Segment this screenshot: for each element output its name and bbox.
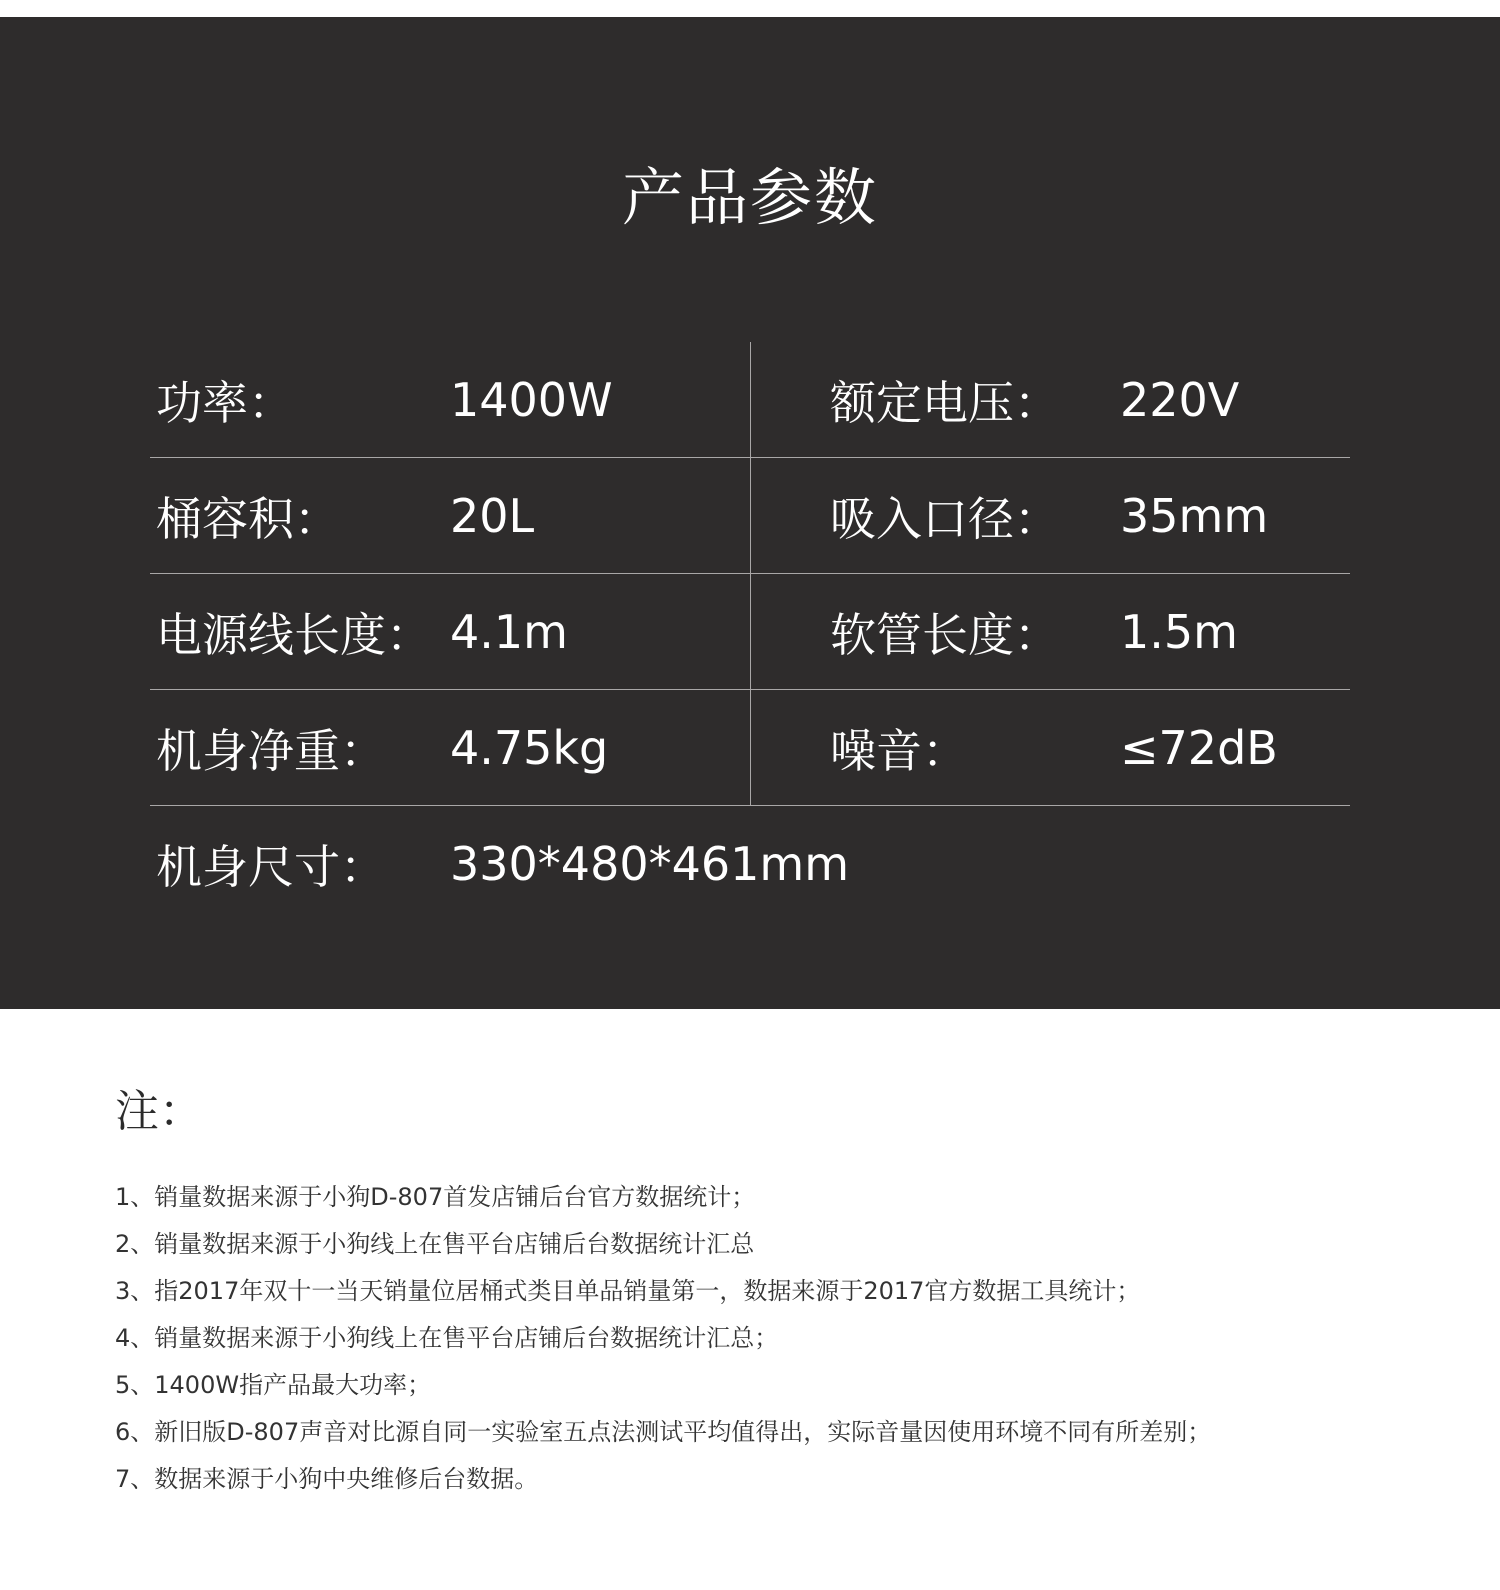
- note-item: 6、新旧版D-807声音对比源自同一实验室五点法测试平均值得出，实际音量因使用环境不同有所差别；: [115, 1418, 1212, 1446]
- notes-title: 注：: [115, 1086, 203, 1137]
- spec-title: 产品参数: [621, 161, 878, 234]
- spec-row-power: [150, 342, 1350, 458]
- spec-value: 330*480*461mm: [450, 836, 850, 891]
- column-divider: [750, 458, 751, 573]
- column-divider: [750, 342, 751, 457]
- spec-label: 软管长度：: [830, 607, 1060, 662]
- spec-value: 4.1m: [450, 604, 568, 659]
- spec-label: 吸入口径：: [830, 491, 1060, 546]
- note-item: 2、销量数据来源于小狗线上在售平台店铺后台数据统计汇总: [115, 1230, 755, 1258]
- spec-label: 功率：: [156, 375, 294, 430]
- spec-row-weight: [150, 690, 1350, 806]
- notes-section: [115, 1080, 1455, 1503]
- column-divider: [750, 574, 751, 689]
- spec-label: 桶容积：: [156, 491, 340, 546]
- note-item: 3、指2017年双十一当天销量位居桶式类目单品销量第一，数据来源于2017官方数据工具统计；: [115, 1277, 1141, 1305]
- column-divider: [750, 690, 751, 805]
- spec-table: [150, 342, 1350, 921]
- spec-row-capacity: [150, 458, 1350, 574]
- spec-label: 噪音：: [830, 723, 968, 778]
- spec-label: 额定电压：: [830, 375, 1060, 430]
- note-item: 5、1400W指产品最大功率；: [115, 1371, 432, 1399]
- spec-label: 电源线长度：: [156, 607, 432, 662]
- spec-value: 35mm: [1120, 488, 1269, 543]
- spec-panel: [0, 17, 1500, 1009]
- spec-row-dimensions: [150, 806, 1350, 921]
- spec-value: 20L: [450, 488, 535, 543]
- spec-value: 1.5m: [1120, 604, 1238, 659]
- spec-row-cord-length: [150, 574, 1350, 690]
- spec-value: 4.75kg: [450, 720, 609, 775]
- note-item: 1、销量数据来源于小狗D-807首发店铺后台官方数据统计；: [115, 1183, 756, 1211]
- spec-value: 1400W: [450, 372, 613, 427]
- spec-value: ≤72dB: [1120, 720, 1278, 775]
- spec-value: 220V: [1120, 372, 1240, 427]
- note-item: 4、销量数据来源于小狗线上在售平台店铺后台数据统计汇总；: [115, 1324, 779, 1352]
- spec-label: 机身净重：: [156, 723, 386, 778]
- spec-label: 机身尺寸：: [156, 839, 386, 894]
- note-item: 7、数据来源于小狗中央维修后台数据。: [115, 1465, 539, 1493]
